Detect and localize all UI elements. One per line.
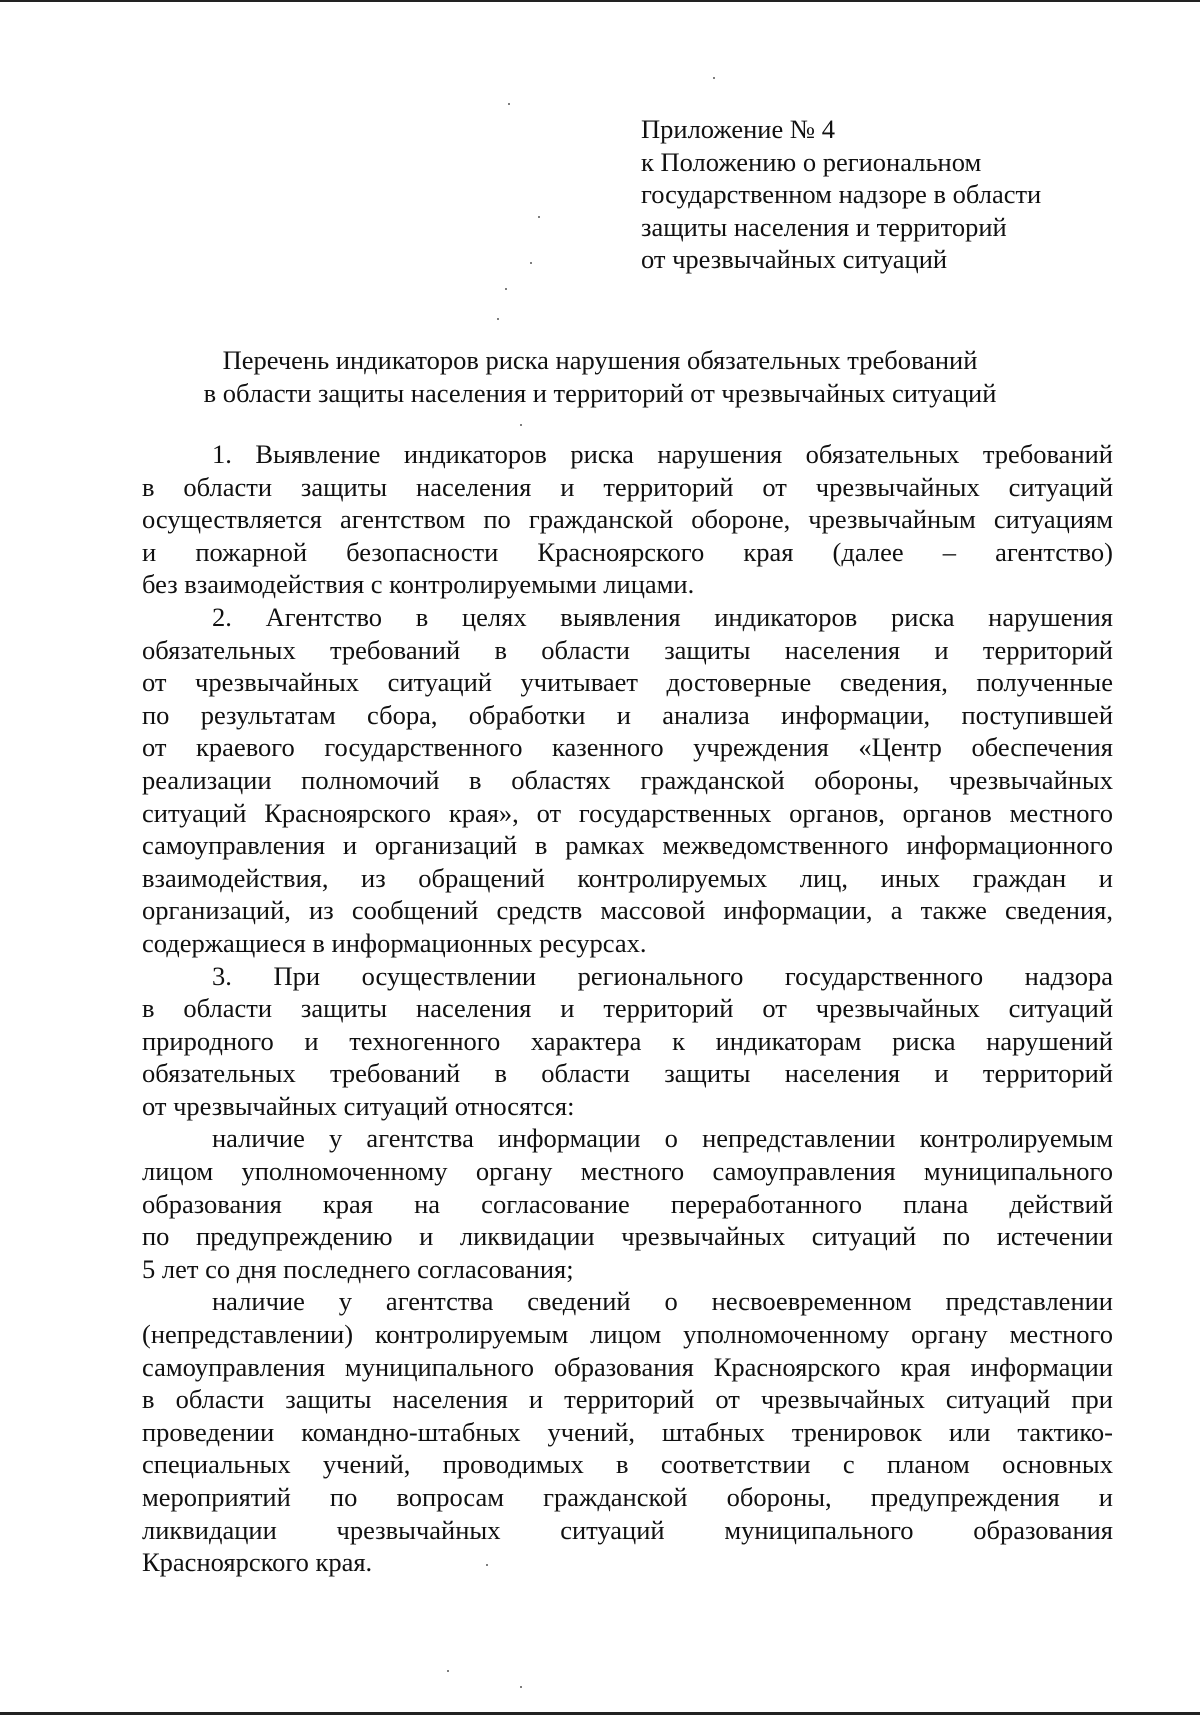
paragraph-line: мероприятий по вопросам гражданской обороны, предупреждения и	[142, 1482, 1113, 1512]
scan-speck	[713, 77, 715, 79]
paragraph-line: ликвидации чрезвычайных ситуаций муниципального образования	[142, 1514, 1113, 1545]
paragraph-line: в области защиты населения и территорий от чрезвычайных ситуаций при	[142, 1384, 1113, 1415]
paragraph-line: 5 лет со дня последнего согласования;	[142, 1253, 574, 1284]
title-line: Перечень индикаторов риска нарушения обязательных требований	[222, 345, 978, 375]
document-body	[142, 438, 1113, 1579]
paragraph-line: в области защиты населения и территорий от чрезвычайных ситуаций	[142, 471, 1113, 502]
paragraph-line: специальных учений, проводимых в соответствии с планом основных	[142, 1449, 1113, 1480]
paragraph-line: в области защиты населения и территорий от чрезвычайных ситуаций	[142, 993, 1113, 1024]
paragraph-line: 1. Выявление индикаторов риска нарушения обязательных требований	[212, 439, 1113, 469]
scan-speck	[508, 103, 510, 105]
appendix-reference-line: к Положению о региональном	[641, 146, 982, 177]
paragraph-3	[142, 960, 1113, 1123]
paragraph-line: без взаимодействия с контролируемыми лицами.	[142, 569, 695, 600]
paragraph-line: по результатам сбора, обработки и анализа информации, поступившей	[142, 699, 1113, 730]
paragraph-line: обязательных требований в области защиты населения и территорий	[142, 1058, 1113, 1089]
paragraph-line: образования края на согласование переработанного плана действий	[142, 1188, 1113, 1219]
paragraph-line: Красноярского края.	[142, 1547, 373, 1578]
paragraph-line: самоуправления муниципального образования Красноярского края информации	[142, 1351, 1113, 1382]
paragraph-line: (непредставлении) контролируемым лицом уполномоченному органу местного	[142, 1319, 1113, 1350]
appendix-reference-line: государственном надзоре в области	[641, 179, 1042, 209]
appendix-reference-line: защиты населения и территорий	[641, 211, 1007, 242]
document-title	[120, 344, 1080, 409]
paragraph-line: проведении командно-штабных учений, штабных тренировок или тактико-	[142, 1416, 1113, 1447]
paragraph-line: наличие у агентства сведений о несвоевременном представлении	[212, 1286, 1113, 1317]
scan-speck	[530, 262, 532, 264]
scan-speck	[520, 1686, 522, 1688]
paragraph-line: и пожарной безопасности Красноярского края (далее – агентство)	[142, 536, 1113, 567]
appendix-number: Приложение № 4	[641, 114, 836, 144]
paragraph-line: природного и техногенного характера к индикаторам риска нарушений	[142, 1025, 1113, 1056]
scan-bottom-edge	[0, 1712, 1200, 1715]
paragraph-line: по предупреждению и ликвидации чрезвычайных ситуаций по истечении	[142, 1221, 1113, 1252]
paragraph-line: от чрезвычайных ситуаций относятся:	[142, 1090, 575, 1121]
paragraph-line: 3. При осуществлении регионального государственного надзора	[212, 960, 1113, 991]
paragraph-4	[142, 1122, 1113, 1285]
appendix-reference-line: от чрезвычайных ситуаций	[641, 244, 948, 274]
paragraph-line: ситуаций Красноярского края», от государственных органов, органов местного	[142, 797, 1113, 828]
scan-speck	[520, 424, 522, 426]
paragraph-line: взаимодействия, из обращений контролируемых лиц, иных граждан и	[142, 862, 1113, 893]
scan-speck	[447, 1670, 449, 1672]
paragraph-5	[142, 1285, 1113, 1578]
paragraph-line: обязательных требований в области защиты населения и территорий	[142, 634, 1113, 665]
paragraph-line: самоуправления и организаций в рамках межведомственного информационного	[142, 830, 1113, 861]
title-line: в области защиты населения и территорий от чрезвычайных ситуаций	[203, 377, 997, 408]
paragraph-line: 2. Агентство в целях выявления индикаторов риска нарушения	[212, 601, 1113, 632]
paragraph-line: от чрезвычайных ситуаций учитывает достоверные сведения, полученные	[142, 667, 1113, 698]
paragraph-1	[142, 438, 1113, 601]
scan-top-edge	[0, 0, 1200, 2]
paragraph-line: содержащиеся в информационных ресурсах.	[142, 927, 647, 958]
paragraph-line: реализации полномочий в областях гражданской обороны, чрезвычайных	[142, 764, 1113, 795]
paragraph-line: осуществляется агентством по гражданской обороне, чрезвычайным ситуациям	[142, 504, 1113, 535]
paragraph-line: организаций, из сообщений средств массовой информации, а также сведения,	[142, 895, 1113, 926]
paragraph-2	[142, 601, 1113, 960]
scan-speck	[538, 216, 540, 218]
paragraph-line: лицом уполномоченному органу местного самоуправления муниципального	[142, 1156, 1113, 1187]
scan-speck	[497, 318, 499, 320]
appendix-header	[641, 113, 1101, 276]
paragraph-line: наличие у агентства информации о непредставлении контролируемым	[212, 1123, 1113, 1154]
scan-speck	[486, 1564, 488, 1566]
paragraph-line: от краевого государственного казенного учреждения «Центр обеспечения	[142, 732, 1113, 763]
scan-speck	[505, 288, 507, 290]
